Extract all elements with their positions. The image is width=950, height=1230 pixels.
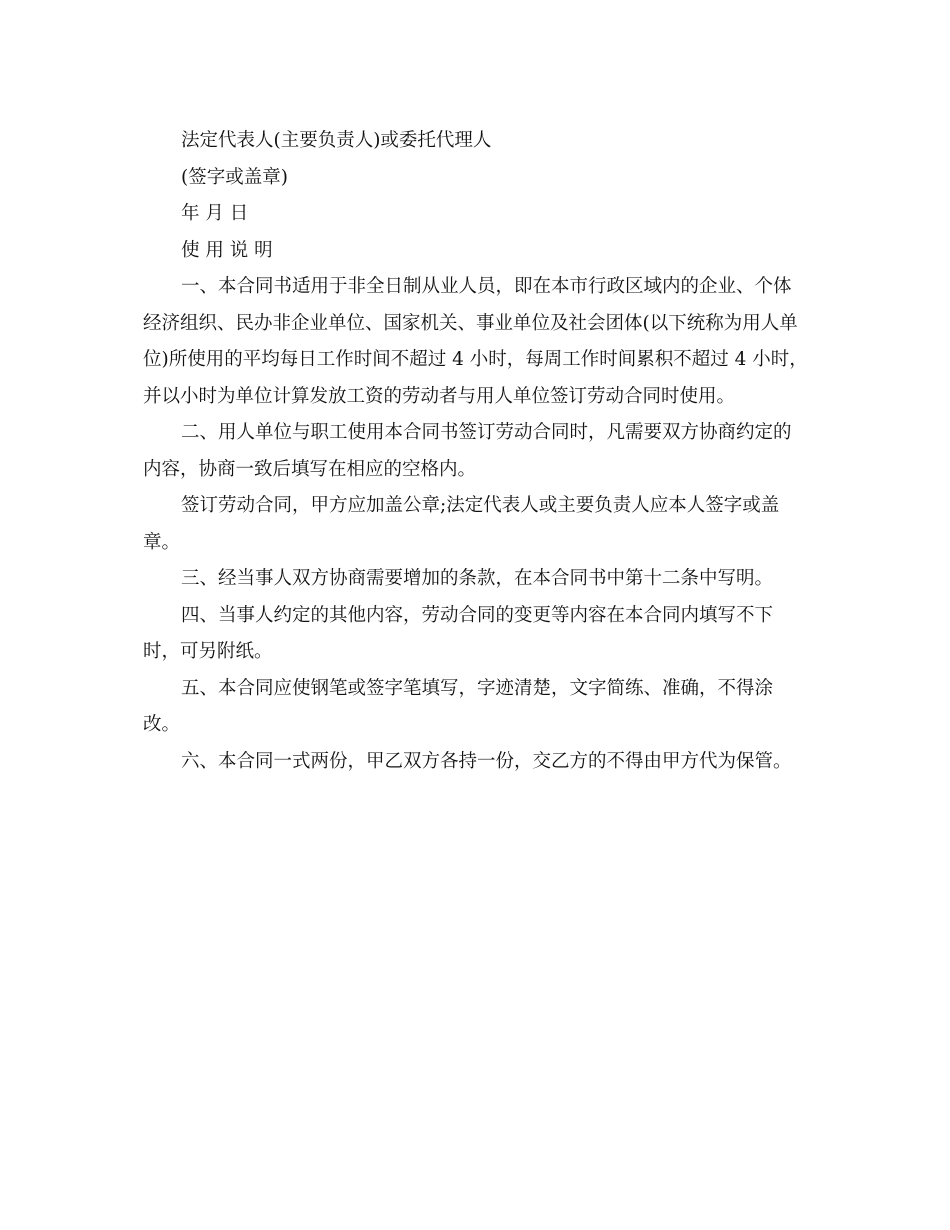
document-body [143,123,808,780]
text-line: 三、经当事人双方协商需要增加的条款，在本合同书中第十二条中写明。 [181,568,774,589]
text-line: 一、本合同书适用于非全日制从业人员，即在本市行政区域内的企业、个体 [181,276,792,297]
text-line: 改。 [143,714,181,735]
text-line: 经济组织、民办非企业单位、国家机关、事业单位及社会团体(以下统称为用人单 [143,312,798,334]
text-line: 六、本合同一式两份，甲乙双方各持一份，交乙方的不得由甲方代为保管。 [181,750,792,772]
text-line: 位)所使用的平均每日工作时间不超过 4 小时，每周工作时间累积不超过 4 小时， [143,349,808,370]
text-line: 五、本合同应使钢笔或签字笔填写，字迹清楚，文字简练、准确，不得涂 [181,677,774,699]
text-line: (签字或盖章) [181,166,288,188]
text-line: 使 用 说 明 [181,239,273,261]
text-line: 二、用人单位与职工使用本合同书签订劳动合同时，凡需要双方协商约定的 [181,422,792,443]
text-line: 并以小时为单位计算发放工资的劳动者与用人单位签订劳动合同时使用。 [143,385,736,407]
text-line: 四、当事人约定的其他内容，劳动合同的变更等内容在本合同内填写不下 [181,604,774,626]
text-line: 内容，协商一致后填写在相应的空格内。 [143,458,477,480]
text-line: 法定代表人(主要负责人)或委托代理人 [181,130,492,151]
text-line: 年 月 日 [181,203,249,224]
text-line: 时，可另附纸。 [143,641,273,662]
text-line: 章。 [143,531,181,553]
text-line: 签订劳动合同，甲方应加盖公章;法定代表人或主要负责人应本人签字或盖 [181,495,780,516]
